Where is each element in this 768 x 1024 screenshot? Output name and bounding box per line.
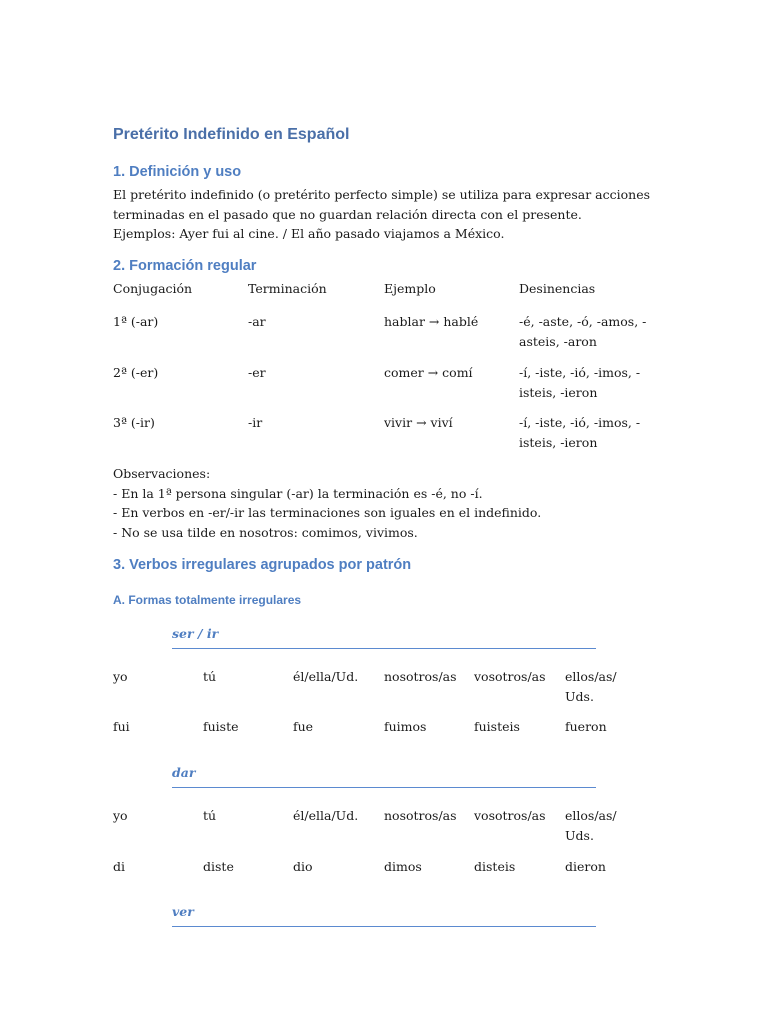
section-1-paragraph xyxy=(113,185,653,244)
table-cell: 2ª (-er) xyxy=(113,365,159,380)
form-cell: fuisteis xyxy=(474,719,520,734)
pronoun-cell: yo xyxy=(113,669,128,684)
table-cell-line: -é, -aste, -ó, -amos, - xyxy=(519,314,647,329)
table-cell: -er xyxy=(248,365,266,380)
observation-line: - En verbos en -er/-ir las terminaciones son iguales en el indefinido. xyxy=(113,505,542,520)
pronoun-cell: nosotros/as xyxy=(384,808,457,823)
table-cell-line: isteis, -ieron xyxy=(519,384,598,400)
table-cell: 3ª (-ir) xyxy=(113,415,155,430)
form-cell: fuiste xyxy=(203,719,239,734)
pronoun-line: ellos/as/ xyxy=(565,808,617,823)
form-cell: di xyxy=(113,859,125,874)
section-1-heading: 1. Definición y uso xyxy=(113,164,242,180)
form-cell: fueron xyxy=(565,719,607,734)
pronoun-cell: vosotros/as xyxy=(474,808,546,823)
pronoun-cell: él/ella/Ud. xyxy=(293,669,359,684)
pronoun-cell: nosotros/as xyxy=(384,669,457,684)
pronoun-cell: él/ella/Ud. xyxy=(293,808,359,823)
form-cell: fui xyxy=(113,719,130,734)
verb-heading-ver: ver xyxy=(172,902,596,927)
table-header-cell: Ejemplo xyxy=(384,281,436,296)
pronoun-cell xyxy=(565,806,617,845)
table-cell-line: -í, -iste, -ió, -imos, - xyxy=(519,415,641,430)
paragraph-line: Ejemplos: Ayer fui al cine. / El año pasado viajamos a México. xyxy=(113,226,505,241)
table-cell: hablar → hablé xyxy=(384,314,479,329)
table-header-cell: Desinencias xyxy=(519,281,596,296)
table-header-cell: Terminación xyxy=(248,281,327,296)
table-cell-line: asteis, -aron xyxy=(519,333,597,349)
pronoun-cell: yo xyxy=(113,808,128,823)
form-cell: diste xyxy=(203,859,234,874)
pronoun-line: ellos/as/ xyxy=(565,669,617,684)
table-cell: vivir → viví xyxy=(384,415,453,430)
observation-line: - En la 1ª persona singular (-ar) la terminación es -é, no -í. xyxy=(113,485,483,501)
form-cell: fuimos xyxy=(384,719,427,734)
paragraph-line: terminadas en el pasado que no guardan relación directa con el presente. xyxy=(113,206,582,222)
section-2-heading: 2. Formación regular xyxy=(113,258,257,274)
table-cell xyxy=(519,413,640,452)
table-cell xyxy=(519,363,640,402)
table-cell: -ir xyxy=(248,415,263,430)
verb-heading-ser-ir: ser / ir xyxy=(172,624,596,649)
pronoun-line: Uds. xyxy=(565,688,594,704)
pronoun-line: Uds. xyxy=(565,827,594,843)
pronoun-cell: tú xyxy=(203,808,217,823)
form-cell: dieron xyxy=(565,859,606,874)
table-cell: 1ª (-ar) xyxy=(113,314,159,329)
form-cell: dimos xyxy=(384,859,422,874)
table-header-cell: Conjugación xyxy=(113,281,193,296)
section-3-heading: 3. Verbos irregulares agrupados por patrón xyxy=(113,557,412,573)
verb-heading-dar: dar xyxy=(172,763,596,788)
pronoun-cell: vosotros/as xyxy=(474,669,546,684)
form-cell: dio xyxy=(293,859,313,874)
paragraph-line: El pretérito indefinido (o pretérito perfecto simple) se utiliza para expresar acciones xyxy=(113,187,651,202)
pronoun-cell xyxy=(565,667,617,706)
form-cell: fue xyxy=(293,719,314,734)
document-title: Pretérito Indefinido en Español xyxy=(113,126,350,143)
observation-line: Observaciones: xyxy=(113,466,211,481)
table-cell: -ar xyxy=(248,314,266,329)
observation-line: - No se usa tilde en nosotros: comimos, vivimos. xyxy=(113,524,418,540)
table-cell: comer → comí xyxy=(384,365,473,380)
pronoun-cell: tú xyxy=(203,669,217,684)
table-cell xyxy=(519,312,646,351)
form-cell: disteis xyxy=(474,859,516,874)
section-3a-subheading: A. Formas totalmente irregulares xyxy=(113,593,302,607)
table-cell-line: -í, -iste, -ió, -imos, - xyxy=(519,365,641,380)
observations xyxy=(113,464,653,542)
table-cell-line: isteis, -ieron xyxy=(519,434,598,450)
